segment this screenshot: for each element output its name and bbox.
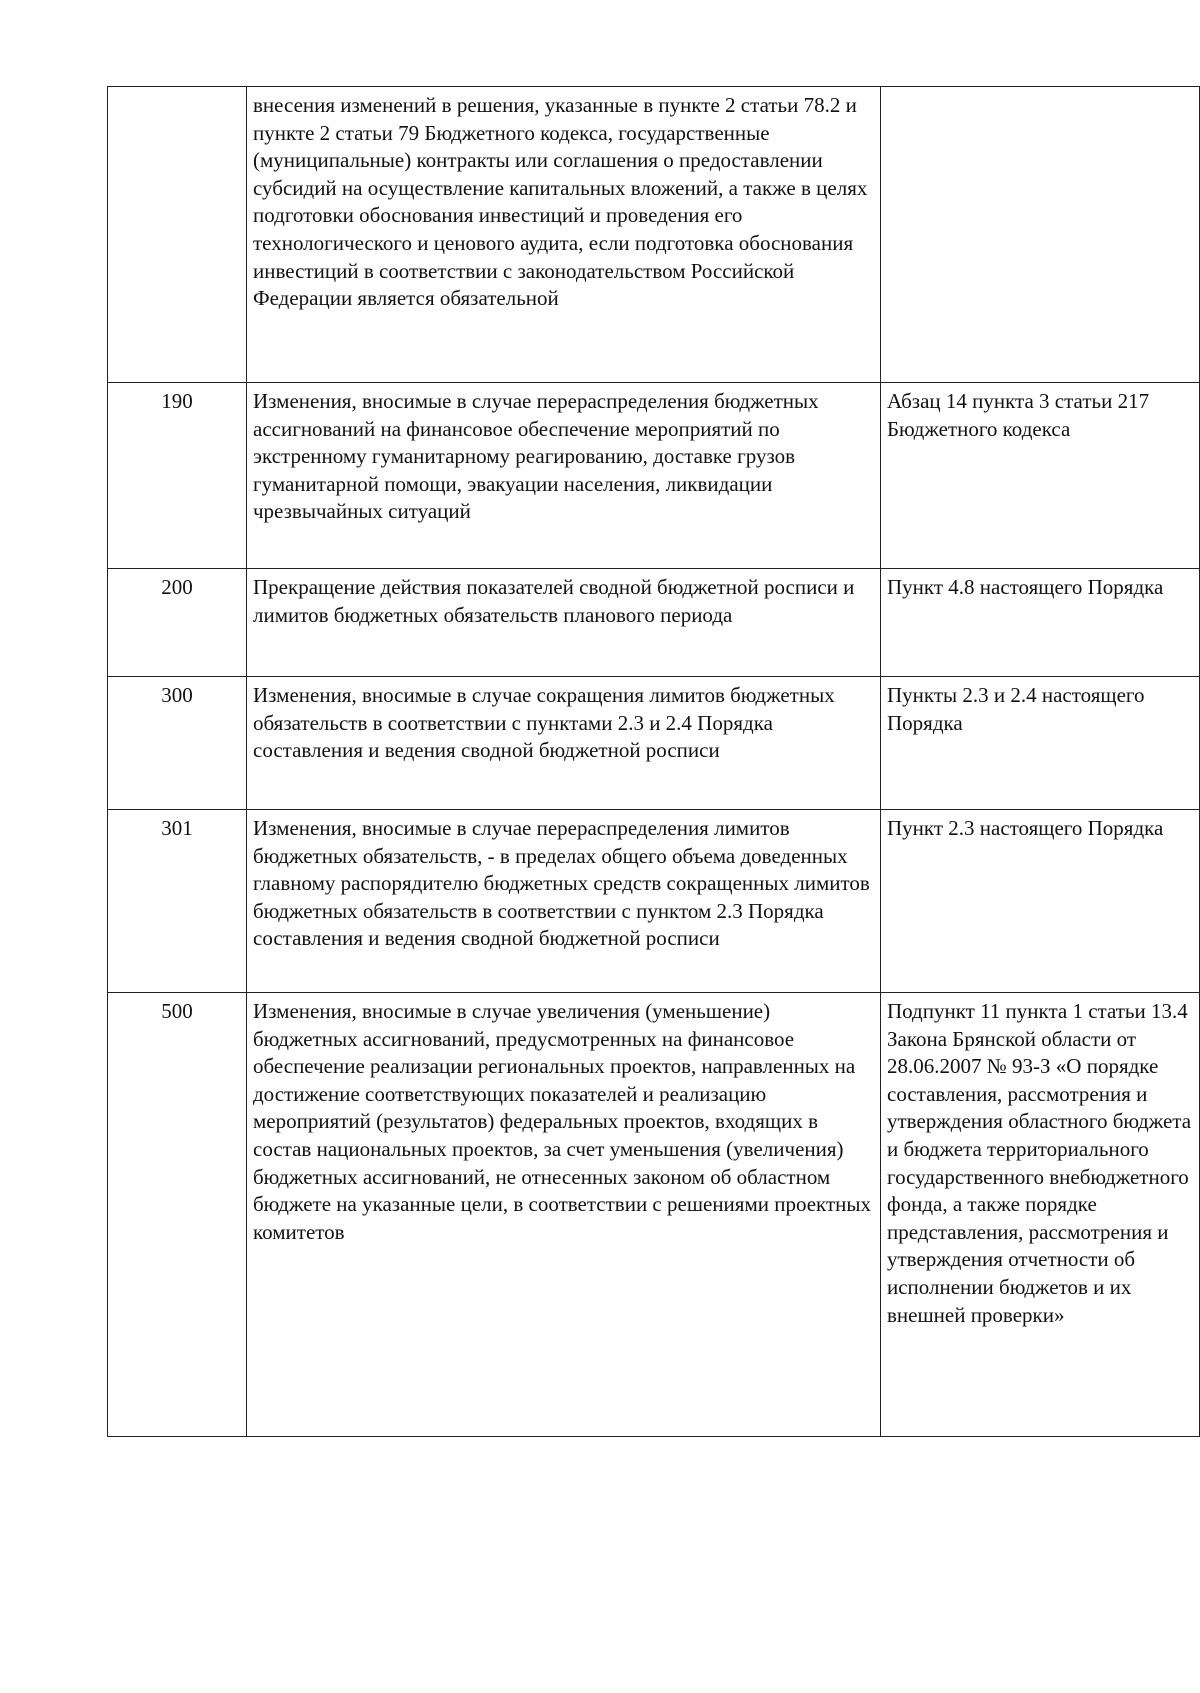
description-cell xyxy=(247,569,881,677)
budget-changes-table xyxy=(107,86,1200,1437)
code-cell xyxy=(108,993,247,1437)
table-row xyxy=(108,569,1200,677)
reference-text: Абзац 14 пункта 3 статьи 217 Бюджетного кодекса xyxy=(887,389,1150,441)
description-cell xyxy=(247,383,881,569)
description-text: Изменения, вносимые в случае увеличения (уменьшение) бюджетных ассигнований, предусмотренных на финансовое обеспечение реализации региональных проектов, направленных на достижение соответствующих показателей и реализацию мероприятий (результатов) федеральных проектов, входящих в состав национальных проектов, за счет уменьшения (увеличения) бюджетных ассигнований, не отнесенных законом об областном бюджете на указанные цели, в соответствии с решениями проектных комитетов xyxy=(253,999,871,1244)
reference-cell xyxy=(881,993,1200,1437)
reference-text: Пункты 2.3 и 2.4 настоящего Порядка xyxy=(887,683,1145,735)
description-cell xyxy=(247,677,881,810)
code-text: 200 xyxy=(161,575,193,599)
reference-cell xyxy=(881,87,1200,383)
code-text: 301 xyxy=(161,816,193,840)
table-row xyxy=(108,87,1200,383)
code-cell xyxy=(108,569,247,677)
description-text: Изменения, вносимые в случае сокращения лимитов бюджетных обязательств в соответствии с пунктами 2.3 и 2.4 Порядка составления и ведения сводной бюджетной росписи xyxy=(253,683,835,763)
code-text: 500 xyxy=(161,999,193,1023)
reference-text: Подпункт 11 пункта 1 статьи 13.4 Закона Брянской области от 28.06.2007 № 93-З «О порядке составления, рассмотрения и утверждения областного бюджета и бюджета территориального государственного внебюджетного фонда, а также порядке представления, рассмотрения и утверждения отчетности об исполнении бюджетов и их внешней проверки» xyxy=(887,999,1192,1327)
table-row xyxy=(108,383,1200,569)
table-row xyxy=(108,810,1200,993)
table-row xyxy=(108,993,1200,1437)
code-cell xyxy=(108,383,247,569)
description-cell xyxy=(247,810,881,993)
reference-text: Пункт 2.3 настоящего Порядка xyxy=(887,816,1164,840)
reference-cell xyxy=(881,569,1200,677)
code-text: 190 xyxy=(161,389,193,413)
code-cell xyxy=(108,677,247,810)
reference-cell xyxy=(881,810,1200,993)
table-row xyxy=(108,677,1200,810)
description-cell xyxy=(247,993,881,1437)
description-text: Изменения, вносимые в случае перераспределения лимитов бюджетных обязательств, - в пределах общего объема доведенных главному распорядителю бюджетных средств сокращенных лимитов бюджетных обязательств в соответствии с пунктом 2.3 Порядка составления и ведения сводной бюджетной росписи xyxy=(253,816,870,951)
code-text: 300 xyxy=(161,683,193,707)
description-cell xyxy=(247,87,881,383)
code-cell xyxy=(108,87,247,383)
description-text: Прекращение действия показателей сводной бюджетной росписи и лимитов бюджетных обязательств планового периода xyxy=(253,575,855,627)
description-text: Изменения, вносимые в случае перераспределения бюджетных ассигнований на финансовое обеспечение мероприятий по экстренному гуманитарному реагированию, доставке грузов гуманитарной помощи, эвакуации населения, ликвидации чрезвычайных ситуаций xyxy=(253,389,819,524)
code-cell xyxy=(108,810,247,993)
description-text: внесения изменений в решения, указанные в пункте 2 статьи 78.2 и пункте 2 статьи 79 Бюджетного кодекса, государственные (муниципальные) контракты или соглашения о предоставлении субсидий на осуществление капитальных вложений, а также в целях подготовки обоснования инвестиций и проведения его технологического и ценового аудита, если подготовка обоснования инвестиций в соответствии с законодательством Российской Федерации является обязательной xyxy=(253,93,868,311)
reference-text: Пункт 4.8 настоящего Порядка xyxy=(887,575,1164,599)
reference-cell xyxy=(881,383,1200,569)
reference-cell xyxy=(881,677,1200,810)
